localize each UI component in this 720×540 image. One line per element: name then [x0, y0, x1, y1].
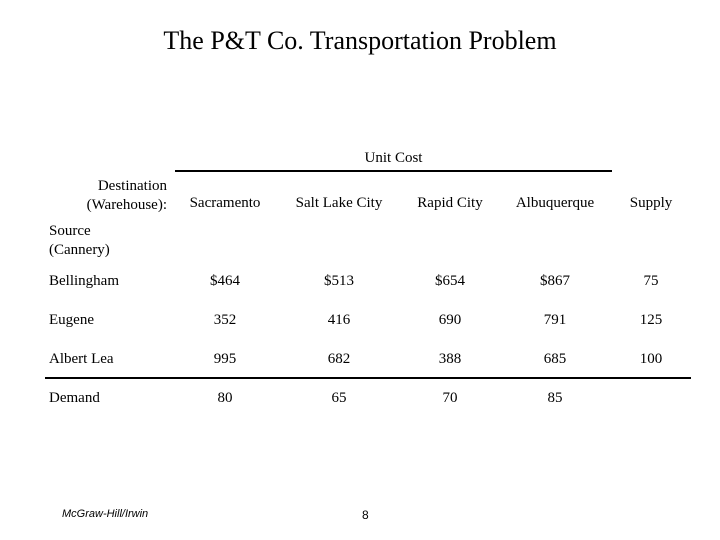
table-cell: 690 [438, 312, 462, 328]
table-divider [45, 377, 691, 379]
unit-cost-label: Unit Cost [364, 150, 423, 166]
table-cell: 70 [442, 390, 458, 406]
source-label [49, 222, 110, 260]
table-cell: 685 [543, 351, 567, 367]
table-cell: 682 [327, 351, 351, 367]
table-cell: 125 [639, 312, 663, 328]
table-cell: 65 [331, 390, 347, 406]
source-label-line2: (Cannery) [49, 242, 110, 258]
page-number: 8 [362, 508, 369, 522]
table-cell: 75 [643, 273, 659, 289]
column-header-rapid-city: Rapid City [417, 195, 483, 211]
table-cell: 85 [547, 390, 563, 406]
table-cell: 995 [213, 351, 237, 367]
table-cell: 100 [639, 351, 663, 367]
column-header-supply: Supply [629, 195, 673, 211]
column-header-sacramento: Sacramento [189, 195, 261, 211]
table-cell: 791 [543, 312, 567, 328]
page-title: The P&T Co. Transportation Problem [163, 26, 557, 55]
unit-cost-underline [175, 170, 612, 172]
table-cell: $513 [324, 273, 354, 289]
row-label-demand: Demand [49, 390, 100, 406]
table-cell: 416 [327, 312, 351, 328]
table-cell: 80 [217, 390, 233, 406]
source-label-line1: Source [49, 223, 91, 239]
column-header-salt-lake-city: Salt Lake City [295, 195, 383, 211]
column-header-albuquerque: Albuquerque [515, 195, 595, 211]
table-cell: 388 [438, 351, 462, 367]
row-label-albert-lea: Albert Lea [49, 351, 114, 367]
destination-label [87, 177, 167, 215]
row-label-bellingham: Bellingham [49, 273, 119, 289]
publisher-footer: McGraw-Hill/Irwin [62, 508, 149, 520]
table-cell: $464 [210, 273, 240, 289]
destination-label-line1: Destination [97, 178, 167, 194]
row-label-eugene: Eugene [49, 312, 94, 328]
table-cell: 352 [213, 312, 237, 328]
table-cell: $867 [540, 273, 570, 289]
destination-label-line2: (Warehouse): [86, 197, 167, 213]
table-cell: $654 [435, 273, 465, 289]
